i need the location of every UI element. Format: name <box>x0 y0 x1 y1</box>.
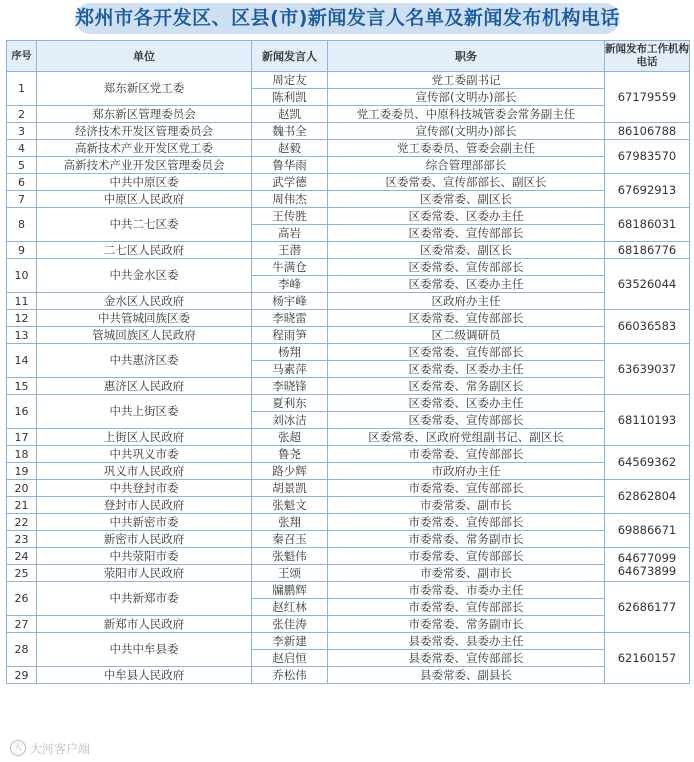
position-cell: 市政府办主任 <box>328 463 605 480</box>
unit-cell: 上街区人民政府 <box>37 429 252 446</box>
table-row <box>7 446 690 463</box>
phone-cell: 66036583 <box>605 310 690 344</box>
unit-cell: 中原区人民政府 <box>37 191 252 208</box>
page-title: 郑州市各开发区、区县(市)新闻发言人名单及新闻发布机构电话 <box>75 7 620 29</box>
position-cell: 区委常委、区委办主任 <box>328 276 605 293</box>
phone-cell: 68186031 <box>605 208 690 242</box>
position-cell: 区委常委、副区长 <box>328 242 605 259</box>
row-number: 26 <box>7 582 37 616</box>
row-number: 11 <box>7 293 37 310</box>
position-cell: 市委常委、副市长 <box>328 565 605 582</box>
unit-cell: 金水区人民政府 <box>37 293 252 310</box>
position-cell: 党工委副书记 <box>328 72 605 89</box>
row-number: 4 <box>7 140 37 157</box>
spokesperson-name: 赵红林 <box>252 599 328 616</box>
table-row <box>7 565 690 582</box>
table-row <box>7 344 690 361</box>
table-row <box>7 157 690 174</box>
position-cell: 市委常委、宣传部部长 <box>328 599 605 616</box>
phone-cell: 68186776 <box>605 242 690 259</box>
spokesperson-name: 赵毅 <box>252 140 328 157</box>
row-number: 28 <box>7 633 37 667</box>
spokesperson-name: 武学德 <box>252 174 328 191</box>
spokesperson-name: 李新建 <box>252 633 328 650</box>
phone-cell: 69886671 <box>605 514 690 548</box>
unit-cell: 中共巩义市委 <box>37 446 252 463</box>
position-cell: 市委常委、宣传部部长 <box>328 514 605 531</box>
spokesperson-name: 魏书全 <box>252 123 328 140</box>
table-row <box>7 191 690 208</box>
unit-cell: 中共上街区委 <box>37 395 252 429</box>
spokesperson-name: 程雨笋 <box>252 327 328 344</box>
unit-cell: 中共二七区委 <box>37 208 252 242</box>
title-banner <box>75 3 620 34</box>
unit-cell: 中共荥阳市委 <box>37 548 252 565</box>
position-cell: 区委常委、区政府党组副书记、副区长 <box>328 429 605 446</box>
position-cell: 市委常委、副市长 <box>328 497 605 514</box>
spokesperson-name: 李峰 <box>252 276 328 293</box>
phone-cell: 67179559 <box>605 72 690 123</box>
spokesperson-name: 赵启恒 <box>252 650 328 667</box>
table-row <box>7 480 690 497</box>
unit-cell: 登封市人民政府 <box>37 497 252 514</box>
row-number: 6 <box>7 174 37 191</box>
watermark <box>10 738 90 758</box>
table-header-row <box>7 41 690 72</box>
table-row <box>7 395 690 412</box>
table-row <box>7 310 690 327</box>
row-number: 21 <box>7 497 37 514</box>
spokesperson-name: 鲁华雨 <box>252 157 328 174</box>
unit-cell: 郑东新区党工委 <box>37 72 252 106</box>
spokesperson-name: 李晓雷 <box>252 310 328 327</box>
spokesperson-name: 胡景凯 <box>252 480 328 497</box>
position-cell: 市委常委、常务副市长 <box>328 531 605 548</box>
row-number: 29 <box>7 667 37 684</box>
table-row <box>7 174 690 191</box>
table-row <box>7 616 690 633</box>
spokesperson-name: 鲁尧 <box>252 446 328 463</box>
spokesperson-name: 乔松伟 <box>252 667 328 684</box>
row-number: 14 <box>7 344 37 378</box>
row-number: 8 <box>7 208 37 242</box>
table-row <box>7 72 690 89</box>
table-row <box>7 208 690 225</box>
spokesperson-name: 杨宇峰 <box>252 293 328 310</box>
unit-cell: 中牟县人民政府 <box>37 667 252 684</box>
row-number: 3 <box>7 123 37 140</box>
position-cell: 区委常委、区委办主任 <box>328 395 605 412</box>
header-position: 职务 <box>328 41 605 72</box>
unit-cell: 巩义市人民政府 <box>37 463 252 480</box>
row-number: 20 <box>7 480 37 497</box>
spokesperson-name: 周定友 <box>252 72 328 89</box>
spokesperson-name: 刘冰洁 <box>252 412 328 429</box>
row-number: 22 <box>7 514 37 531</box>
position-cell: 市委常委、市委办主任 <box>328 582 605 599</box>
row-number: 16 <box>7 395 37 429</box>
unit-cell: 中共金水区委 <box>37 259 252 293</box>
row-number: 15 <box>7 378 37 395</box>
position-cell: 县委常委、宣传部部长 <box>328 650 605 667</box>
position-cell: 区委常委、宣传部部长 <box>328 310 605 327</box>
position-cell: 区委常委、宣传部部长、副区长 <box>328 174 605 191</box>
unit-cell: 中共新密市委 <box>37 514 252 531</box>
table-row <box>7 106 690 123</box>
position-cell: 县委常委、县委办主任 <box>328 633 605 650</box>
header-no: 序号 <box>7 41 37 72</box>
spokesperson-name: 夏利东 <box>252 395 328 412</box>
row-number: 27 <box>7 616 37 633</box>
position-cell: 区政府办主任 <box>328 293 605 310</box>
header-spokesperson: 新闻发言人 <box>252 41 328 72</box>
position-cell: 区委常委、区委办主任 <box>328 208 605 225</box>
row-number: 2 <box>7 106 37 123</box>
table-row <box>7 463 690 480</box>
phone-cell: 62160157 <box>605 633 690 684</box>
position-cell: 党工委委员、管委会副主任 <box>328 140 605 157</box>
table-row <box>7 667 690 684</box>
position-cell: 区二级调研员 <box>328 327 605 344</box>
unit-cell: 荥阳市人民政府 <box>37 565 252 582</box>
watermark-logo-icon: 大 <box>10 740 26 756</box>
spokesperson-name: 王潜 <box>252 242 328 259</box>
table-row <box>7 259 690 276</box>
unit-cell: 中共新郑市委 <box>37 582 252 616</box>
position-cell: 市委常委、宣传部部长 <box>328 446 605 463</box>
table-row <box>7 514 690 531</box>
phone-cell: 63639037 <box>605 344 690 395</box>
phone-cell: 64569362 <box>605 446 690 480</box>
table-row <box>7 123 690 140</box>
spokesperson-name: 张超 <box>252 429 328 446</box>
spokesperson-name: 张佳涛 <box>252 616 328 633</box>
table-row <box>7 633 690 650</box>
phone-cell: 63526044 <box>605 259 690 310</box>
row-number: 12 <box>7 310 37 327</box>
row-number: 24 <box>7 548 37 565</box>
spokesperson-name: 赵凯 <box>252 106 328 123</box>
position-cell: 县委常委、副县长 <box>328 667 605 684</box>
position-cell: 综合管理部部长 <box>328 157 605 174</box>
unit-cell: 高新技术产业开发区党工委 <box>37 140 252 157</box>
unit-cell: 中共惠济区委 <box>37 344 252 378</box>
position-cell: 宣传部(文明办)部长 <box>328 89 605 106</box>
table-row <box>7 582 690 599</box>
phone-cell: 67983570 <box>605 140 690 174</box>
position-cell: 市委常委、常务副市长 <box>328 616 605 633</box>
table-row <box>7 140 690 157</box>
unit-cell: 高新技术产业开发区管理委员会 <box>37 157 252 174</box>
position-cell: 区委常委、区委办主任 <box>328 361 605 378</box>
position-cell: 区委常委、宣传部部长 <box>328 225 605 242</box>
table-row <box>7 378 690 395</box>
spokesperson-name: 牛满仓 <box>252 259 328 276</box>
spokesperson-name: 秦召玉 <box>252 531 328 548</box>
spokesperson-name: 李晓锋 <box>252 378 328 395</box>
spokesperson-name: 路少辉 <box>252 463 328 480</box>
row-number: 10 <box>7 259 37 293</box>
watermark-text: 大河客户端 <box>30 741 91 756</box>
unit-cell: 惠济区人民政府 <box>37 378 252 395</box>
position-cell: 市委常委、宣传部部长 <box>328 548 605 565</box>
table-row <box>7 497 690 514</box>
row-number: 23 <box>7 531 37 548</box>
unit-cell: 郑东新区管理委员会 <box>37 106 252 123</box>
spokesperson-name: 张魁伟 <box>252 548 328 565</box>
unit-cell: 经济技术开发区管理委员会 <box>37 123 252 140</box>
header-unit: 单位 <box>37 41 252 72</box>
position-cell: 区委常委、副区长 <box>328 191 605 208</box>
spokesperson-name: 王传胜 <box>252 208 328 225</box>
spokesperson-name: 杨翔 <box>252 344 328 361</box>
phone-cell: 64677099 64673899 <box>605 548 690 582</box>
position-cell: 区委常委、宣传部部长 <box>328 259 605 276</box>
table-row <box>7 531 690 548</box>
row-number: 18 <box>7 446 37 463</box>
spokesperson-name: 陈利凯 <box>252 89 328 106</box>
row-number: 19 <box>7 463 37 480</box>
phone-cell: 62686177 <box>605 582 690 633</box>
phone-cell: 62862804 <box>605 480 690 514</box>
row-number: 25 <box>7 565 37 582</box>
header-phone: 新闻发布工作机构电话 <box>605 41 690 72</box>
position-cell: 区委常委、宣传部部长 <box>328 412 605 429</box>
unit-cell: 中共中原区委 <box>37 174 252 191</box>
spokesperson-name: 马素萍 <box>252 361 328 378</box>
row-number: 17 <box>7 429 37 446</box>
phone-cell: 67692913 <box>605 174 690 208</box>
unit-cell: 中共登封市委 <box>37 480 252 497</box>
unit-cell: 中共中牟县委 <box>37 633 252 667</box>
table-row <box>7 429 690 446</box>
spokesperson-name: 周伟杰 <box>252 191 328 208</box>
position-cell: 区委常委、常务副区长 <box>328 378 605 395</box>
row-number: 7 <box>7 191 37 208</box>
table-row <box>7 242 690 259</box>
position-cell: 党工委委员、中原科技城管委会常务副主任 <box>328 106 605 123</box>
table-row <box>7 548 690 565</box>
spokesperson-table <box>6 40 690 684</box>
spokesperson-name: 张魁文 <box>252 497 328 514</box>
unit-cell: 二七区人民政府 <box>37 242 252 259</box>
spokesperson-name: 高岩 <box>252 225 328 242</box>
phone-cell: 86106788 <box>605 123 690 140</box>
unit-cell: 新密市人民政府 <box>37 531 252 548</box>
spokesperson-name: 张翔 <box>252 514 328 531</box>
table-row <box>7 327 690 344</box>
row-number: 13 <box>7 327 37 344</box>
row-number: 1 <box>7 72 37 106</box>
row-number: 5 <box>7 157 37 174</box>
unit-cell: 新郑市人民政府 <box>37 616 252 633</box>
position-cell: 区委常委、宣传部部长 <box>328 344 605 361</box>
table-row <box>7 293 690 310</box>
position-cell: 宣传部(文明办)部长 <box>328 123 605 140</box>
spokesperson-name: 牖鹏辉 <box>252 582 328 599</box>
position-cell: 市委常委、宣传部部长 <box>328 480 605 497</box>
row-number: 9 <box>7 242 37 259</box>
phone-cell: 68110193 <box>605 395 690 446</box>
unit-cell: 中共管城回族区委 <box>37 310 252 327</box>
unit-cell: 管城回族区人民政府 <box>37 327 252 344</box>
spokesperson-name: 王颂 <box>252 565 328 582</box>
